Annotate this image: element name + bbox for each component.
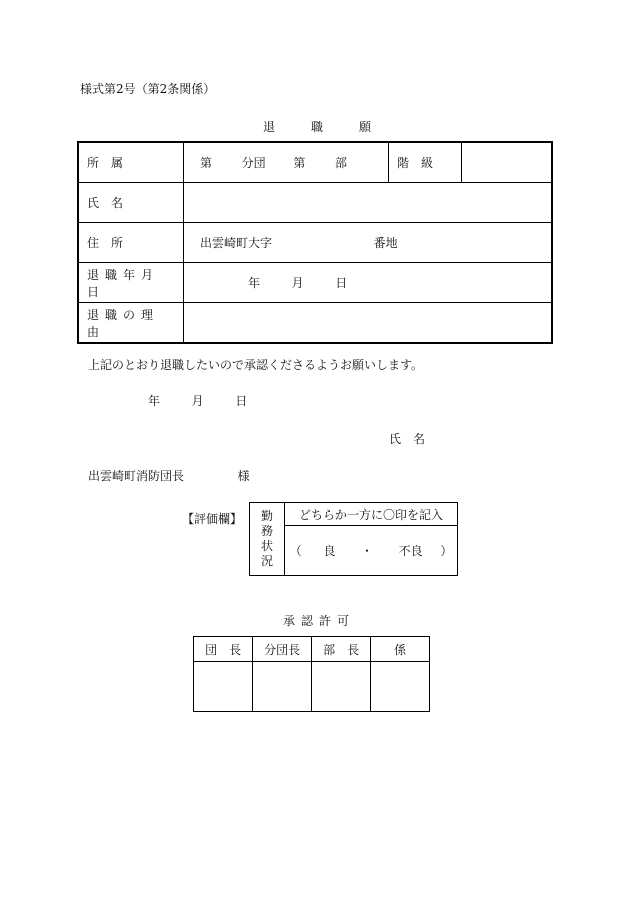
address-label-text: 住 所	[87, 236, 124, 250]
approval-header-division-head: 部 長	[311, 637, 370, 662]
title-char-1: 退	[263, 120, 276, 134]
approval-header-sub-chief: 分団長	[253, 637, 312, 662]
name-label	[78, 183, 184, 223]
work-status-char-2: 務	[260, 524, 273, 538]
affiliation-label	[78, 142, 184, 183]
approval-title: 承認許可	[283, 614, 356, 628]
rank-label-text: 階 級	[397, 156, 434, 170]
open-paren: （	[289, 544, 302, 559]
option-good[interactable]: 良	[323, 544, 336, 559]
address-label	[78, 223, 184, 263]
retire-date-label	[78, 263, 184, 303]
addressee	[88, 467, 250, 484]
approval-header-row	[194, 637, 430, 662]
address-field[interactable]	[184, 223, 553, 263]
affiliation-field[interactable]	[184, 142, 389, 183]
approval-seal-division-head[interactable]	[311, 662, 370, 712]
work-status-header	[250, 503, 285, 576]
approval-seal-sub-chief[interactable]	[253, 662, 312, 712]
evaluation-table	[249, 502, 458, 576]
date-month: 月	[191, 394, 204, 408]
document-title	[263, 118, 407, 135]
name-field[interactable]	[184, 183, 553, 223]
approval-table	[193, 636, 430, 712]
option-separator: ・	[360, 544, 373, 559]
retire-date-field[interactable]	[184, 263, 553, 303]
retire-date-row	[78, 263, 552, 303]
evaluation-instruction: どちらか一方に〇印を記入	[285, 503, 458, 526]
submission-date[interactable]	[148, 392, 247, 409]
affiliation-label-text: 所 属	[87, 156, 124, 170]
address-prefix: 出雲崎町大字	[200, 236, 273, 250]
approval-header-chief: 団 長	[194, 637, 253, 662]
evaluation-label: 【評価欄】	[182, 512, 243, 526]
approval-header-clerk: 係	[371, 637, 430, 662]
title-char-3: 願	[359, 120, 372, 134]
addressee-name: 出雲崎町消防団長	[88, 469, 185, 483]
date-day: 日	[235, 394, 248, 408]
rank-field[interactable]	[462, 142, 553, 183]
title-char-2: 職	[311, 120, 324, 134]
resignation-form-table	[77, 141, 553, 344]
reason-field[interactable]	[184, 303, 553, 344]
retire-date-label-text: 退職年月日	[87, 267, 160, 299]
work-status-char-3: 状	[260, 539, 273, 553]
affiliation-dai-2: 第	[293, 156, 306, 170]
rank-label	[389, 142, 462, 183]
affiliation-row	[78, 142, 552, 183]
evaluation-options[interactable]	[285, 526, 458, 576]
address-row	[78, 223, 552, 263]
name-label-text: 氏 名	[87, 196, 124, 210]
retire-month: 月	[291, 276, 304, 290]
work-status-char-4: 況	[260, 554, 273, 568]
approval-seal-clerk[interactable]	[371, 662, 430, 712]
name-row	[78, 183, 552, 223]
form-number-label: 様式第2号（第2条関係）	[80, 82, 216, 96]
affiliation-bu: 部	[335, 156, 348, 170]
reason-row	[78, 303, 552, 344]
option-bad[interactable]: 不良	[398, 544, 423, 559]
request-statement: 上記のとおり退職したいので承認くださるようお願いします。	[88, 358, 424, 372]
signature-name[interactable]: 氏 名	[389, 432, 426, 446]
retire-day: 日	[335, 276, 348, 290]
address-suffix: 番地	[373, 236, 398, 250]
affiliation-bundan: 分団	[241, 156, 266, 170]
addressee-honorific: 様	[237, 469, 250, 483]
work-status-char-1: 勤	[260, 509, 273, 523]
approval-seal-row	[194, 662, 430, 712]
date-year: 年	[148, 394, 161, 408]
retire-year: 年	[248, 276, 261, 290]
approval-seal-chief[interactable]	[194, 662, 253, 712]
reason-label-text: 退職の理由	[87, 307, 160, 339]
close-paren: ）	[440, 544, 453, 559]
reason-label	[78, 303, 184, 344]
affiliation-dai: 第	[200, 156, 213, 170]
